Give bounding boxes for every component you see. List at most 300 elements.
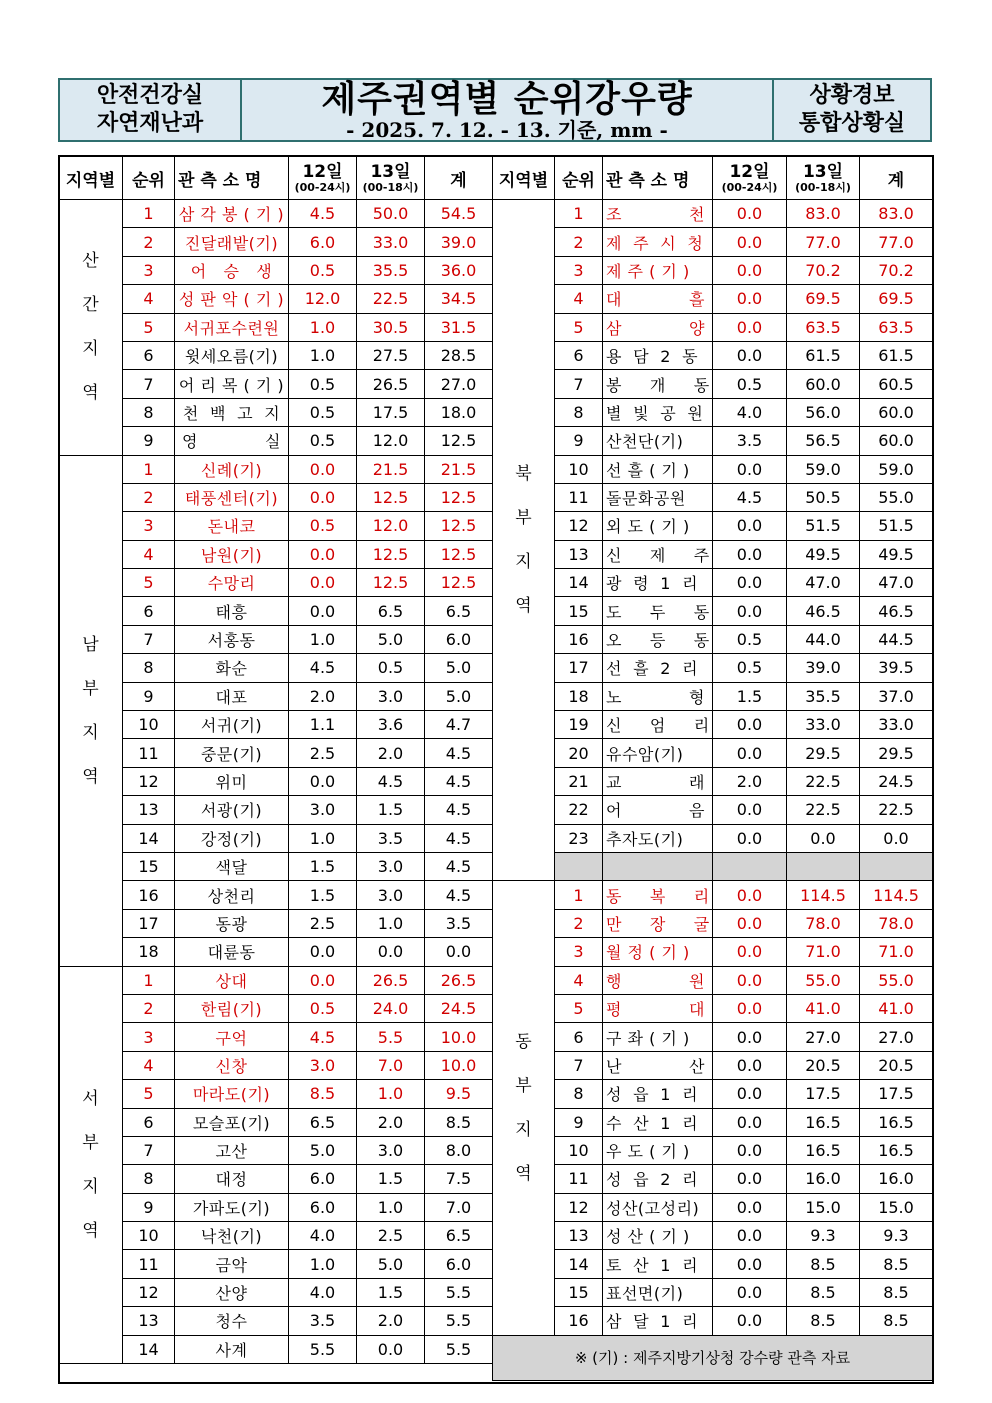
office-line1: 상황경보 xyxy=(809,83,895,108)
table-row xyxy=(59,1335,493,1363)
station-name-cell: 진달래밭(기) xyxy=(175,228,289,256)
station-name-cell: 중문(기) xyxy=(175,739,289,767)
table-row xyxy=(59,654,493,682)
day12-rainfall-cell: 12.0 xyxy=(289,285,357,313)
station-name-cell: 평 대 xyxy=(603,994,713,1022)
rank-cell: 7 xyxy=(555,1051,603,1079)
station-name-cell: 한림(기) xyxy=(175,994,289,1022)
station-name-cell: 제 주 시 청 xyxy=(603,228,713,256)
footnote-row xyxy=(493,1335,933,1380)
total-rainfall-cell: 4.5 xyxy=(425,796,493,824)
station-name-cell: 용 담 2 동 xyxy=(603,341,713,369)
rank-cell: 7 xyxy=(555,370,603,398)
day12-rainfall-cell: 1.0 xyxy=(289,824,357,852)
day13-rainfall-cell: 1.5 xyxy=(357,1278,425,1306)
total-rainfall-cell: 24.5 xyxy=(860,767,933,795)
day12-rainfall-cell: 0.0 xyxy=(713,994,787,1022)
station-name-cell: 제 주 ( 기 ) xyxy=(603,256,713,284)
table-row xyxy=(59,398,493,426)
total-rainfall-cell: 33.0 xyxy=(860,711,933,739)
day12-rainfall-cell: 0.5 xyxy=(289,398,357,426)
table-row xyxy=(493,682,933,710)
day13-rainfall-cell: 17.5 xyxy=(787,1080,860,1108)
table-row xyxy=(493,285,933,313)
station-name-cell: 봉 개 동 xyxy=(603,370,713,398)
rank-cell: 16 xyxy=(123,881,175,909)
table-row xyxy=(493,796,933,824)
rank-cell: 6 xyxy=(123,1108,175,1136)
station-name-cell: 조 천 xyxy=(603,200,713,228)
table-row xyxy=(493,909,933,937)
station-name-cell: 어 음 xyxy=(603,796,713,824)
rank-cell: 9 xyxy=(123,682,175,710)
rank-cell: 18 xyxy=(123,938,175,966)
table-row xyxy=(493,540,933,568)
station-name-cell: 성산(고성리) xyxy=(603,1193,713,1221)
table-row xyxy=(493,767,933,795)
rank-cell: 8 xyxy=(123,654,175,682)
station-name-cell: 유수암(기) xyxy=(603,739,713,767)
table-row xyxy=(59,909,493,937)
total-rainfall-cell: 8.0 xyxy=(425,1136,493,1164)
day13-rainfall-cell: 8.5 xyxy=(787,1278,860,1306)
station-name-cell: 대 흘 xyxy=(603,285,713,313)
station-name-cell: 신창 xyxy=(175,1051,289,1079)
table-row xyxy=(493,625,933,653)
total-rainfall-cell: 3.5 xyxy=(425,909,493,937)
total-rainfall-cell: 12.5 xyxy=(425,540,493,568)
total-rainfall-cell: 8.5 xyxy=(860,1307,933,1335)
day12-rainfall-cell: 0.0 xyxy=(713,455,787,483)
table-row xyxy=(59,994,493,1022)
table-row xyxy=(493,938,933,966)
col-station: 관 측 소 명 xyxy=(175,157,289,200)
station-name-cell: 동광 xyxy=(175,909,289,937)
day12-rainfall-cell: 1.0 xyxy=(289,313,357,341)
station-name-cell: 마라도(기) xyxy=(175,1080,289,1108)
day12-rainfall-cell: 2.0 xyxy=(713,767,787,795)
col-total: 계 xyxy=(860,157,933,200)
table-row xyxy=(59,200,493,228)
day12-rainfall-cell: 0.5 xyxy=(289,427,357,455)
total-rainfall-cell: 39.0 xyxy=(425,228,493,256)
day12-rainfall-cell: 0.5 xyxy=(289,256,357,284)
rank-cell: 1 xyxy=(555,200,603,228)
total-rainfall-cell: 60.0 xyxy=(860,427,933,455)
total-rainfall-cell: 7.0 xyxy=(425,1193,493,1221)
total-rainfall-cell: 27.0 xyxy=(860,1023,933,1051)
day13-rainfall-cell: 33.0 xyxy=(357,228,425,256)
empty-cell xyxy=(603,852,713,880)
day12-rainfall-cell: 0.0 xyxy=(713,256,787,284)
day12-rainfall-cell: 6.0 xyxy=(289,1193,357,1221)
region-label: 남 부 지 역 xyxy=(59,455,123,966)
total-rainfall-cell: 12.5 xyxy=(425,483,493,511)
rank-cell: 6 xyxy=(123,341,175,369)
station-name-cell: 낙천(기) xyxy=(175,1222,289,1250)
total-rainfall-cell: 24.5 xyxy=(425,994,493,1022)
day13-rainfall-cell: 29.5 xyxy=(787,739,860,767)
table-row xyxy=(493,512,933,540)
station-name-cell: 수망리 xyxy=(175,569,289,597)
report-header xyxy=(58,78,932,142)
day13-rainfall-cell: 47.0 xyxy=(787,569,860,597)
day13-rainfall-cell: 22.5 xyxy=(787,796,860,824)
col-day12-label: 12일 xyxy=(729,162,770,182)
rank-cell: 5 xyxy=(123,313,175,341)
day13-rainfall-cell: 2.5 xyxy=(357,1222,425,1250)
rank-cell: 19 xyxy=(555,711,603,739)
rank-cell: 2 xyxy=(123,483,175,511)
total-rainfall-cell: 6.5 xyxy=(425,597,493,625)
col-day12 xyxy=(289,157,357,200)
rank-cell: 1 xyxy=(123,455,175,483)
day13-rainfall-cell: 35.5 xyxy=(787,682,860,710)
day12-rainfall-cell: 0.0 xyxy=(713,228,787,256)
table-row xyxy=(493,994,933,1022)
day12-rainfall-cell: 0.5 xyxy=(713,370,787,398)
total-rainfall-cell: 83.0 xyxy=(860,200,933,228)
day12-rainfall-cell: 0.0 xyxy=(713,285,787,313)
total-rainfall-cell: 49.5 xyxy=(860,540,933,568)
day13-rainfall-cell: 27.5 xyxy=(357,341,425,369)
day13-rainfall-cell: 1.5 xyxy=(357,796,425,824)
total-rainfall-cell: 6.0 xyxy=(425,1250,493,1278)
day13-rainfall-cell: 3.6 xyxy=(357,711,425,739)
station-name-cell: 상천리 xyxy=(175,881,289,909)
day13-rainfall-cell: 12.5 xyxy=(357,483,425,511)
table-row xyxy=(59,881,493,909)
total-rainfall-cell: 10.0 xyxy=(425,1051,493,1079)
table-header-row xyxy=(493,157,933,200)
station-name-cell: 어 리 목 ( 기 ) xyxy=(175,370,289,398)
col-day13-range: (00-18시) xyxy=(362,181,419,194)
station-name-cell: 노 형 xyxy=(603,682,713,710)
rank-cell: 21 xyxy=(555,767,603,795)
station-name-cell: 상대 xyxy=(175,966,289,994)
table-row xyxy=(59,1080,493,1108)
total-rainfall-cell: 55.0 xyxy=(860,966,933,994)
total-rainfall-cell: 6.5 xyxy=(425,1222,493,1250)
day13-rainfall-cell: 50.0 xyxy=(357,200,425,228)
total-rainfall-cell: 16.0 xyxy=(860,1165,933,1193)
office-label xyxy=(772,80,930,142)
rank-cell: 1 xyxy=(555,881,603,909)
station-name-cell: 산양 xyxy=(175,1278,289,1306)
day12-rainfall-cell: 3.0 xyxy=(289,1051,357,1079)
right-rainfall-table xyxy=(492,156,933,1381)
total-rainfall-cell: 29.5 xyxy=(860,739,933,767)
day13-rainfall-cell: 3.0 xyxy=(357,682,425,710)
table-row xyxy=(59,852,493,880)
rank-cell: 15 xyxy=(555,1278,603,1306)
total-rainfall-cell: 7.5 xyxy=(425,1165,493,1193)
total-rainfall-cell: 21.5 xyxy=(425,455,493,483)
table-row xyxy=(493,569,933,597)
day12-rainfall-cell: 0.0 xyxy=(713,824,787,852)
col-region: 지역별 xyxy=(493,157,555,200)
col-station: 관 측 소 명 xyxy=(603,157,713,200)
table-row xyxy=(59,1250,493,1278)
station-name-cell: 신 엄 리 xyxy=(603,711,713,739)
total-rainfall-cell: 8.5 xyxy=(425,1108,493,1136)
day12-rainfall-cell: 0.0 xyxy=(713,1278,787,1306)
station-name-cell: 난 산 xyxy=(603,1051,713,1079)
day13-rainfall-cell: 78.0 xyxy=(787,909,860,937)
day12-rainfall-cell: 1.0 xyxy=(289,625,357,653)
rank-cell: 11 xyxy=(123,1250,175,1278)
day13-rainfall-cell: 15.0 xyxy=(787,1193,860,1221)
total-rainfall-cell: 27.0 xyxy=(425,370,493,398)
total-rainfall-cell: 4.7 xyxy=(425,711,493,739)
day13-rainfall-cell: 12.5 xyxy=(357,540,425,568)
table-row xyxy=(59,228,493,256)
station-name-cell: 가파도(기) xyxy=(175,1193,289,1221)
day13-rainfall-cell: 55.0 xyxy=(787,966,860,994)
total-rainfall-cell: 0.0 xyxy=(425,938,493,966)
rank-cell: 11 xyxy=(123,739,175,767)
day12-rainfall-cell: 0.0 xyxy=(713,739,787,767)
total-rainfall-cell: 71.0 xyxy=(860,938,933,966)
total-rainfall-cell: 36.0 xyxy=(425,256,493,284)
rank-cell: 22 xyxy=(555,796,603,824)
left-rainfall-table xyxy=(58,156,493,1364)
day13-rainfall-cell: 5.0 xyxy=(357,625,425,653)
station-name-cell: 사계 xyxy=(175,1335,289,1363)
day13-rainfall-cell: 3.0 xyxy=(357,1136,425,1164)
station-name-cell: 고산 xyxy=(175,1136,289,1164)
rank-cell: 12 xyxy=(555,512,603,540)
station-name-cell: 삼 달 1 리 xyxy=(603,1307,713,1335)
rank-cell: 5 xyxy=(123,569,175,597)
day13-rainfall-cell: 22.5 xyxy=(357,285,425,313)
station-name-cell: 선 흘 2 리 xyxy=(603,654,713,682)
day13-rainfall-cell: 1.0 xyxy=(357,1080,425,1108)
total-rainfall-cell: 8.5 xyxy=(860,1250,933,1278)
total-rainfall-cell: 26.5 xyxy=(425,966,493,994)
station-name-cell: 영 실 xyxy=(175,427,289,455)
rank-cell: 8 xyxy=(123,1165,175,1193)
rank-cell: 7 xyxy=(123,625,175,653)
rank-cell: 20 xyxy=(555,739,603,767)
empty-cell xyxy=(555,852,603,880)
footnote: ※ (기) : 제주지방기상청 강수량 관측 자료 xyxy=(493,1335,933,1380)
day12-rainfall-cell: 0.0 xyxy=(713,938,787,966)
day12-rainfall-cell: 0.0 xyxy=(713,1307,787,1335)
station-name-cell: 표선면(기) xyxy=(603,1278,713,1306)
table-row xyxy=(59,625,493,653)
total-rainfall-cell: 9.5 xyxy=(425,1080,493,1108)
day12-rainfall-cell: 4.5 xyxy=(289,1023,357,1051)
day13-rainfall-cell: 83.0 xyxy=(787,200,860,228)
day12-rainfall-cell: 3.0 xyxy=(289,796,357,824)
empty-cell xyxy=(860,852,933,880)
day13-rainfall-cell: 2.0 xyxy=(357,1307,425,1335)
day12-rainfall-cell: 0.0 xyxy=(713,1080,787,1108)
day12-rainfall-cell: 0.5 xyxy=(713,625,787,653)
day13-rainfall-cell: 2.0 xyxy=(357,739,425,767)
rank-cell: 5 xyxy=(555,313,603,341)
table-row xyxy=(59,1108,493,1136)
day12-rainfall-cell: 3.5 xyxy=(713,427,787,455)
table-row xyxy=(59,739,493,767)
station-name-cell: 광 령 1 리 xyxy=(603,569,713,597)
rank-cell: 13 xyxy=(123,1307,175,1335)
table-row xyxy=(493,1165,933,1193)
station-name-cell: 우 도 ( 기 ) xyxy=(603,1136,713,1164)
rank-cell: 14 xyxy=(555,569,603,597)
day12-rainfall-cell: 0.5 xyxy=(289,994,357,1022)
rank-cell: 5 xyxy=(123,1080,175,1108)
day12-rainfall-cell: 8.5 xyxy=(289,1080,357,1108)
col-rank: 순위 xyxy=(123,157,175,200)
rank-cell: 2 xyxy=(123,994,175,1022)
total-rainfall-cell: 12.5 xyxy=(425,427,493,455)
station-name-cell: 만 장 굴 xyxy=(603,909,713,937)
day13-rainfall-cell: 24.0 xyxy=(357,994,425,1022)
table-row xyxy=(493,228,933,256)
table-row xyxy=(59,512,493,540)
rank-cell: 14 xyxy=(123,1335,175,1363)
day13-rainfall-cell: 21.5 xyxy=(357,455,425,483)
day12-rainfall-cell: 4.5 xyxy=(289,654,357,682)
table-row xyxy=(493,1023,933,1051)
day13-rainfall-cell: 8.5 xyxy=(787,1307,860,1335)
station-name-cell: 선 흘 ( 기 ) xyxy=(603,455,713,483)
station-name-cell: 삼 각 봉 ( 기 ) xyxy=(175,200,289,228)
table-row xyxy=(59,483,493,511)
total-rainfall-cell: 5.5 xyxy=(425,1307,493,1335)
col-day13-range: (00-18시) xyxy=(795,181,851,194)
total-rainfall-cell: 41.0 xyxy=(860,994,933,1022)
day13-rainfall-cell: 5.0 xyxy=(357,1250,425,1278)
day12-rainfall-cell: 0.0 xyxy=(713,909,787,937)
department-label xyxy=(60,80,242,142)
day13-rainfall-cell: 33.0 xyxy=(787,711,860,739)
table-row xyxy=(493,427,933,455)
table-row xyxy=(493,256,933,284)
empty-cell xyxy=(787,852,860,880)
station-name-cell: 구억 xyxy=(175,1023,289,1051)
col-total: 계 xyxy=(425,157,493,200)
day13-rainfall-cell: 1.0 xyxy=(357,909,425,937)
total-rainfall-cell: 114.5 xyxy=(860,881,933,909)
day12-rainfall-cell: 4.5 xyxy=(289,200,357,228)
col-day12-range: (00-24시) xyxy=(721,181,778,194)
day13-rainfall-cell: 35.5 xyxy=(357,256,425,284)
table-row xyxy=(59,966,493,994)
day13-rainfall-cell: 39.0 xyxy=(787,654,860,682)
empty-row xyxy=(493,852,933,880)
table-header-row xyxy=(59,157,493,200)
rank-cell: 2 xyxy=(123,228,175,256)
day12-rainfall-cell: 6.0 xyxy=(289,228,357,256)
day12-rainfall-cell: 0.0 xyxy=(713,1051,787,1079)
rank-cell: 17 xyxy=(123,909,175,937)
day13-rainfall-cell: 30.5 xyxy=(357,313,425,341)
total-rainfall-cell: 46.5 xyxy=(860,597,933,625)
day12-rainfall-cell: 0.0 xyxy=(713,966,787,994)
day13-rainfall-cell: 16.5 xyxy=(787,1108,860,1136)
station-name-cell: 태풍센터(기) xyxy=(175,483,289,511)
total-rainfall-cell: 55.0 xyxy=(860,483,933,511)
day13-rainfall-cell: 44.0 xyxy=(787,625,860,653)
rank-cell: 12 xyxy=(123,767,175,795)
table-row xyxy=(493,966,933,994)
office-line2: 통합상황실 xyxy=(798,111,906,136)
rank-cell: 6 xyxy=(555,341,603,369)
rank-cell: 14 xyxy=(555,1250,603,1278)
rank-cell: 23 xyxy=(555,824,603,852)
station-name-cell: 돈내코 xyxy=(175,512,289,540)
col-day13-label: 13일 xyxy=(802,162,844,182)
station-name-cell: 성 읍 2 리 xyxy=(603,1165,713,1193)
day12-rainfall-cell: 0.0 xyxy=(713,569,787,597)
station-name-cell: 화순 xyxy=(175,654,289,682)
day12-rainfall-cell: 0.0 xyxy=(713,1136,787,1164)
rank-cell: 13 xyxy=(555,1222,603,1250)
table-row xyxy=(59,285,493,313)
total-rainfall-cell: 31.5 xyxy=(425,313,493,341)
day13-rainfall-cell: 5.5 xyxy=(357,1023,425,1051)
rank-cell: 9 xyxy=(555,427,603,455)
day12-rainfall-cell: 1.1 xyxy=(289,711,357,739)
day13-rainfall-cell: 16.5 xyxy=(787,1136,860,1164)
table-row xyxy=(59,1051,493,1079)
table-row xyxy=(59,455,493,483)
station-name-cell: 동 복 리 xyxy=(603,881,713,909)
department-line2: 자연재난과 xyxy=(96,111,204,136)
table-row xyxy=(493,370,933,398)
department-line1: 안전건강실 xyxy=(96,83,204,108)
total-rainfall-cell: 4.5 xyxy=(425,852,493,880)
rank-cell: 14 xyxy=(123,824,175,852)
day13-rainfall-cell: 0.0 xyxy=(787,824,860,852)
rank-cell: 7 xyxy=(123,370,175,398)
table-row xyxy=(59,569,493,597)
total-rainfall-cell: 15.0 xyxy=(860,1193,933,1221)
col-day12-range: (00-24시) xyxy=(294,181,351,194)
total-rainfall-cell: 9.3 xyxy=(860,1222,933,1250)
table-row xyxy=(493,455,933,483)
total-rainfall-cell: 61.5 xyxy=(860,341,933,369)
table-row xyxy=(59,938,493,966)
day13-rainfall-cell: 41.0 xyxy=(787,994,860,1022)
day13-rainfall-cell: 3.0 xyxy=(357,881,425,909)
rank-cell: 5 xyxy=(555,994,603,1022)
page-title: 제주권역별 순위강우량 xyxy=(321,79,693,120)
day13-rainfall-cell: 12.0 xyxy=(357,427,425,455)
day12-rainfall-cell: 0.0 xyxy=(289,966,357,994)
table-row xyxy=(59,1165,493,1193)
table-row xyxy=(493,739,933,767)
rank-cell: 2 xyxy=(555,909,603,937)
rank-cell: 10 xyxy=(123,1222,175,1250)
total-rainfall-cell: 16.5 xyxy=(860,1136,933,1164)
station-name-cell: 구 좌 ( 기 ) xyxy=(603,1023,713,1051)
total-rainfall-cell: 4.5 xyxy=(425,824,493,852)
table-row xyxy=(59,796,493,824)
rank-cell: 4 xyxy=(555,966,603,994)
day13-rainfall-cell: 46.5 xyxy=(787,597,860,625)
day13-rainfall-cell: 50.5 xyxy=(787,483,860,511)
day12-rainfall-cell: 2.0 xyxy=(289,682,357,710)
station-name-cell: 어 승 생 xyxy=(175,256,289,284)
day12-rainfall-cell: 0.5 xyxy=(289,370,357,398)
total-rainfall-cell: 12.5 xyxy=(425,512,493,540)
table-row xyxy=(493,398,933,426)
rank-cell: 9 xyxy=(123,1193,175,1221)
